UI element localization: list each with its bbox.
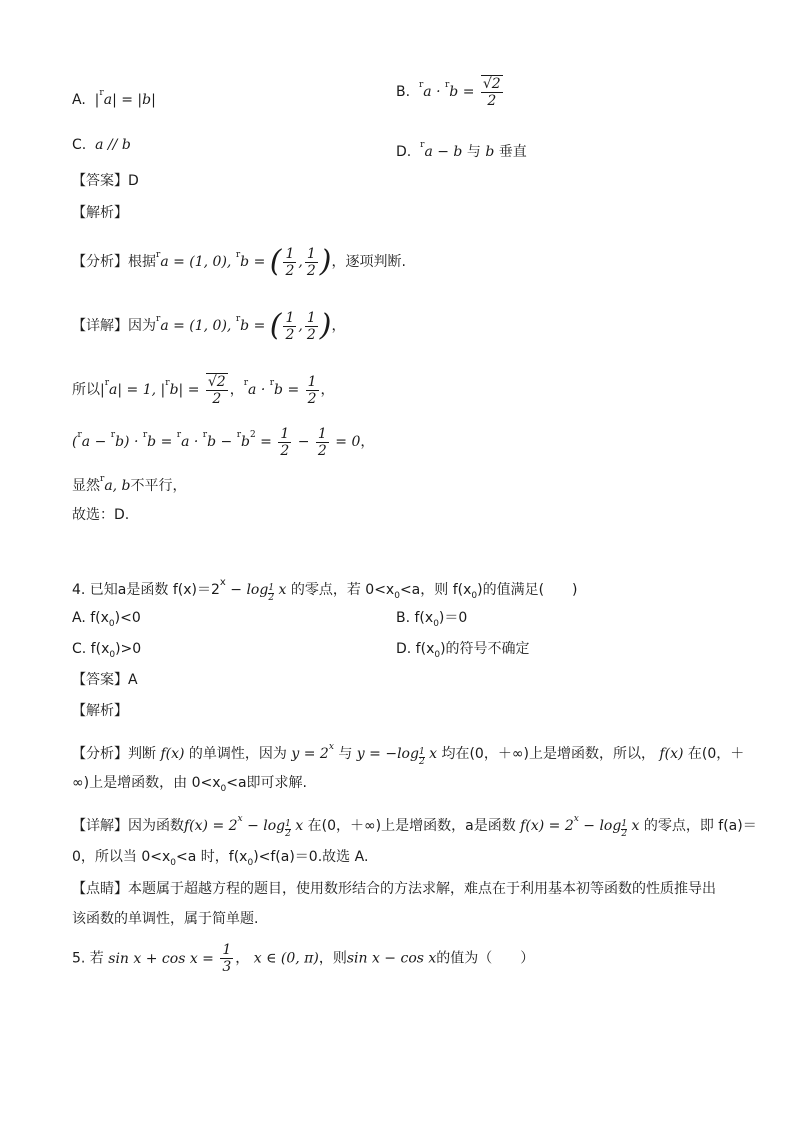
q3-conclusion: 故选：D.: [72, 507, 130, 523]
q4-dianjing-line1: 【点睛】本题属于超越方程的题目，使用数形结合的方法求解，难点在于利用基本初等函数的性质推导出: [72, 881, 716, 897]
q4-xiangjie-line1: 【详解】因为函数$f(x) = 2^x - \log$ $\frac{1}{2}$ x 在(0，＋∞)上是增函数，a是函数 $f(x) = 2^x - \log$ $\frac{1}{2}$ x 的零点，即 f(a)＝: [72, 814, 757, 839]
q4-fenxi-line1: 【分析】判断 f(x) 的单调性，因为 $y = 2^x$ 与 y = −log $\frac{1}{2}$ x 均在(0，＋∞)上是增函数，所以， f(x) 在(0，＋: [72, 742, 745, 767]
q3-option-d-math: $^r$a − b: [420, 140, 463, 160]
q3-option-a-math: $|^ra| = |b|$: [90, 88, 156, 108]
q4-fenxi-line2: ∞)上是增函数，由 $0<x_0<a$即可求解.: [72, 775, 307, 794]
q3-option-b-math: $^r$a · $^r$b = $\frac{√2}{2}$: [418, 76, 501, 109]
q4-stem: 4. 已知a是函数 $f(x)=2^x - \log$ $\frac{1}{2}$ x 的零点，若 $0<x_0<a$，则 $f(x_0)$的值满足( ): [72, 577, 578, 603]
q3-xiangjie: 【详解】因为$^r$a = (1, 0), $^r$b = ( $\frac{1}{2}$ , $\frac{1}{2}$ )，: [72, 308, 346, 343]
q3-option-c: C. a // b: [72, 137, 131, 153]
q3-option-a: A. $|^ra| = |b|$: [72, 88, 156, 108]
q3-analysis-heading: 【解析】: [72, 205, 128, 221]
q4-dianjing-line2: 该函数的单调性，属于简单题.: [72, 911, 259, 927]
q4-analysis-heading: 【解析】: [72, 703, 128, 719]
q3-option-d: D. $^r$a − b 与 b 垂直: [396, 140, 527, 160]
q4-answer: 【答案】A: [72, 672, 138, 688]
q3-option-c-math: a // b: [90, 137, 131, 153]
q5-stem: 5. 若 sin x + cos x = $\frac{1}{3}$ ， x ∈ (0, π)，则sin x − cos x的值为（ ）: [72, 942, 535, 975]
q4-xiangjie-line2: 0，所以当 $0<x_0<a$ 时，$f(x_0)<f(a)=0$.故选 A.: [72, 849, 369, 868]
q4-option-c: C. $f(x_0)>0$: [72, 641, 142, 660]
q4-option-b: B. $f(x_0)=0$: [396, 610, 468, 629]
q3-xiangjie-math: $^r$a = (1, 0), $^r$b = ( $\frac{1}{2}$ , $\frac{1}{2}$ ): [156, 308, 332, 343]
q3-dot-product: $(^ra - ^rb) \cdot ^rb = ^ra \cdot ^rb - ^rb^2$ = $\frac{1}{2}$ − $\frac{1}{2}$ = 0，: [72, 425, 375, 459]
q3-suoyi-math: $|^ra| = 1$, $|^rb|$ = $\frac{√2}{2}$: [100, 374, 226, 407]
q3-xianran: 显然$^r$a, b不平行，: [72, 474, 187, 494]
q3-dot-product-math: $(^ra - ^rb) \cdot ^rb = ^ra \cdot ^rb - ^rb^2$ = $\frac{1}{2}$ − $\frac{1}{2}$ = 0: [72, 425, 361, 459]
q3-fenxi: 【分析】根据$^r$a = (1, 0), $^r$b = ( $\frac{1}{2}$ , $\frac{1}{2}$ )，逐项判断.: [72, 244, 406, 279]
q3-answer: 【答案】D: [72, 173, 139, 189]
q4-option-a: A. $f(x_0)<0$: [72, 610, 141, 629]
q4-option-d: D. $f(x_0)$的符号不确定: [396, 641, 530, 660]
q3-suoyi: 所以$|^ra| = 1$, $|^rb|$ = $\frac{√2}{2}$ ，$^r$a · $^r$b = $\frac{1}{2}$ ，: [72, 373, 335, 407]
q3-option-b: B. $^r$a · $^r$b = $\frac{√2}{2}$: [396, 74, 734, 109]
q3-fenxi-math: $^r$a = (1, 0), $^r$b = ( $\frac{1}{2}$ , $\frac{1}{2}$ ): [156, 244, 332, 279]
